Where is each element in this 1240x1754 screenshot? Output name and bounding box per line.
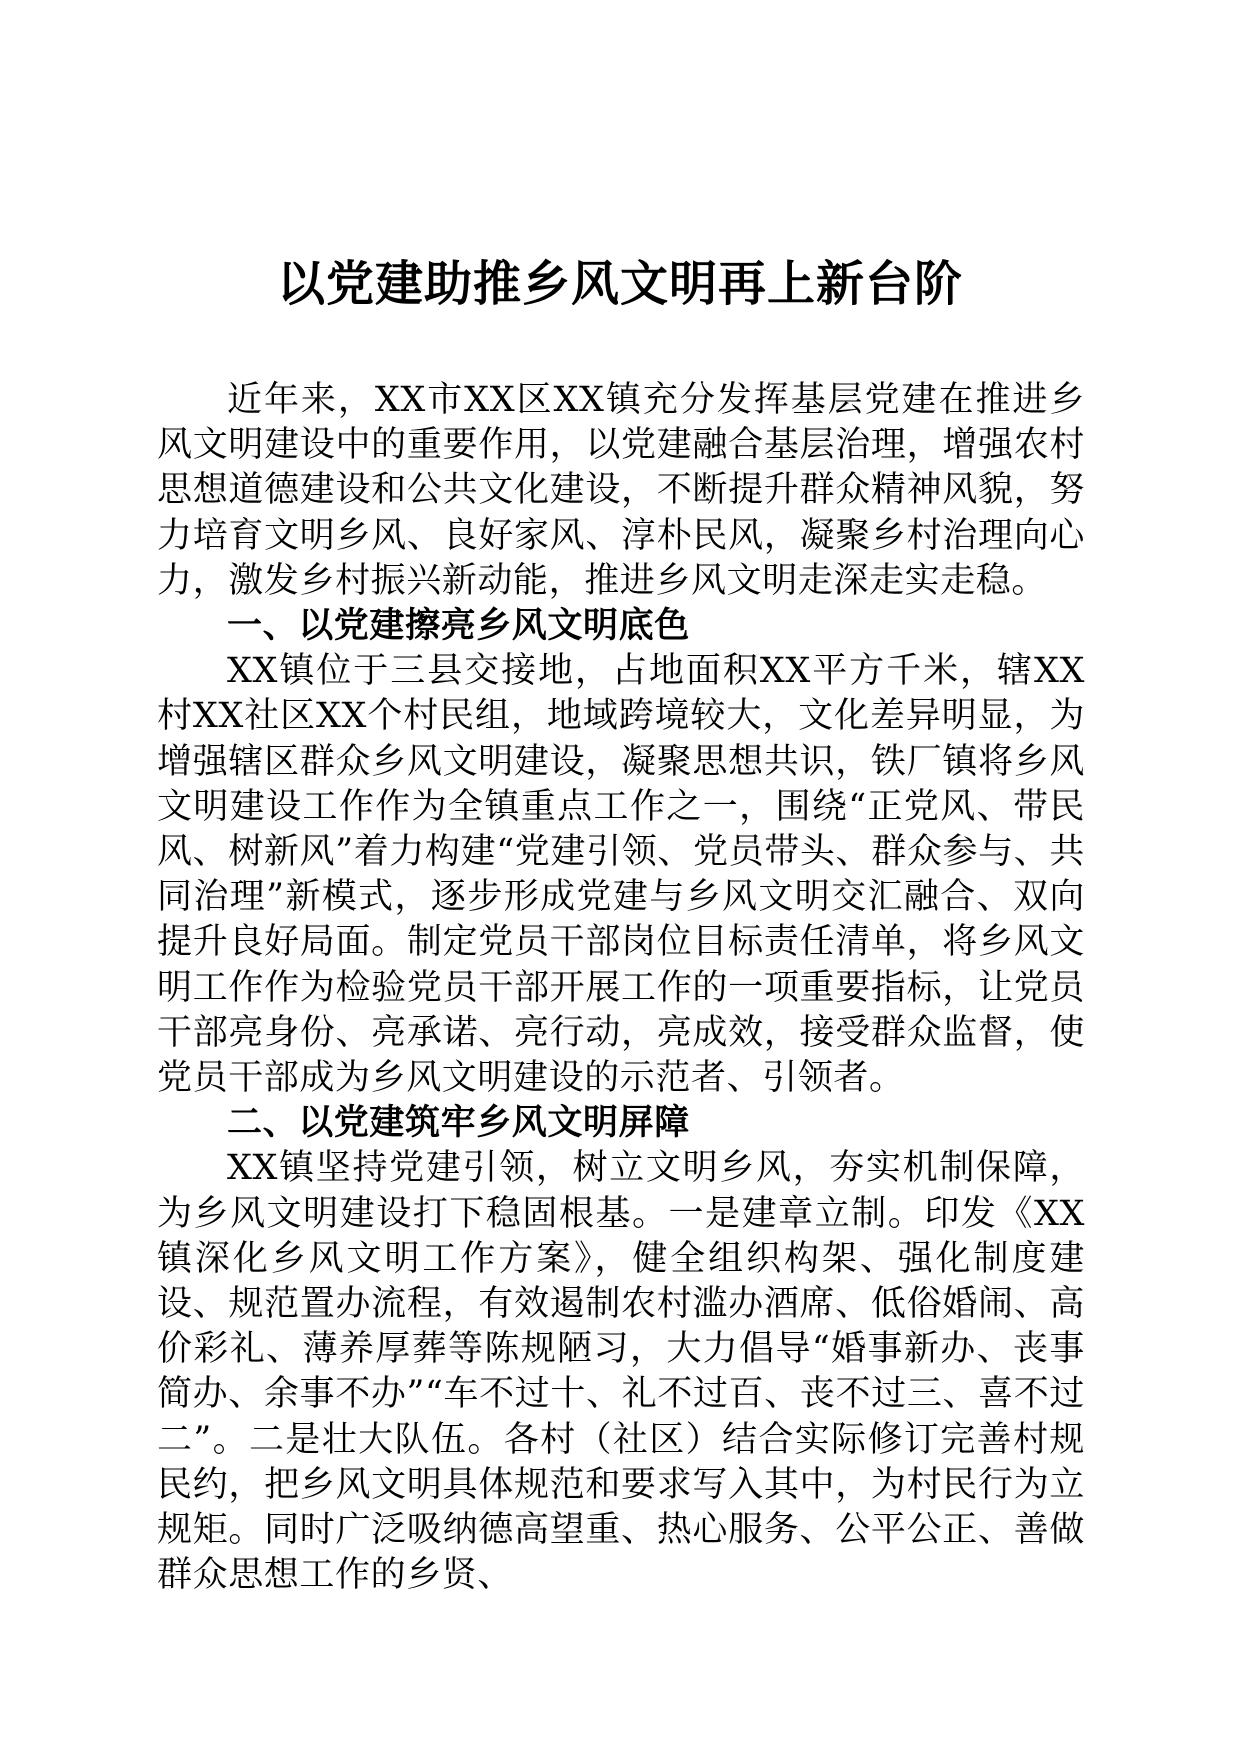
intro-paragraph: 近年来，XX市XX区XX镇充分发挥基层党建在推进乡风文明建设中的重要作用，以党建融合基层治理，增强农村思想道德建设和公共文化建设，不断提升群众精神风貌，努力培育文明乡风、良好家风、淳朴民风，凝聚乡村治理向心力，激发乡村振兴新动能，推进乡风文明走深走实走稳。 [157, 380, 1085, 601]
section-heading-2: 二、以党建筑牢乡风文明屏障 [227, 1103, 690, 1144]
document-title: 以党建助推乡风文明再上新台阶 [276, 256, 963, 312]
section-2-paragraph: XX镇坚持党建引领，树立文明乡风，夯实机制保障，为乡风文明建设打下稳固根基。一是建章立制。印发《XX镇深化乡风文明工作方案》，健全组织构架、强化制度建设、规范置办流程，有效遏制农村滥办酒席、低俗婚闹、高价彩礼、薄养厚葬等陈规陋习，大力倡导“婚事新办、丧事简办、余事不办”“车不过十、礼不过百、丧不过三、喜不过二”。二是壮大队伍。各村（社区）结合实际修订完善村规民约，把乡风文明具体规范和要求写入其中，为村民行为立规矩。同时广泛吸纳德高望重、热心服务、公平公正、善做群众思想工作的乡贤、 [157, 1148, 1085, 1596]
document-body [157, 378, 1085, 1598]
section-1-paragraph: XX镇位于三县交接地，占地面积XX平方千米，辖XX村XX社区XX个村民组，地域跨境较大，文化差异明显，为增强辖区群众乡风文明建设，凝聚思想共识，铁厂镇将乡风文明建设工作作为全镇重点工作之一，围绕“正党风、带民风、树新风”着力构建“党建引领、党员带头、群众参与、共同治理”新模式，逐步形成党建与乡风文明交汇融合、双向提升良好局面。制定党员干部岗位目标责任清单，将乡风文明工作作为检验党员干部开展工作的一项重要指标，让党员干部亮身份、亮承诺、亮行动，亮成效，接受群众监督，使党员干部成为乡风文明建设的示范者、引领者。 [157, 651, 1085, 1099]
section-heading-1: 一、以党建擦亮乡风文明底色 [227, 606, 690, 647]
